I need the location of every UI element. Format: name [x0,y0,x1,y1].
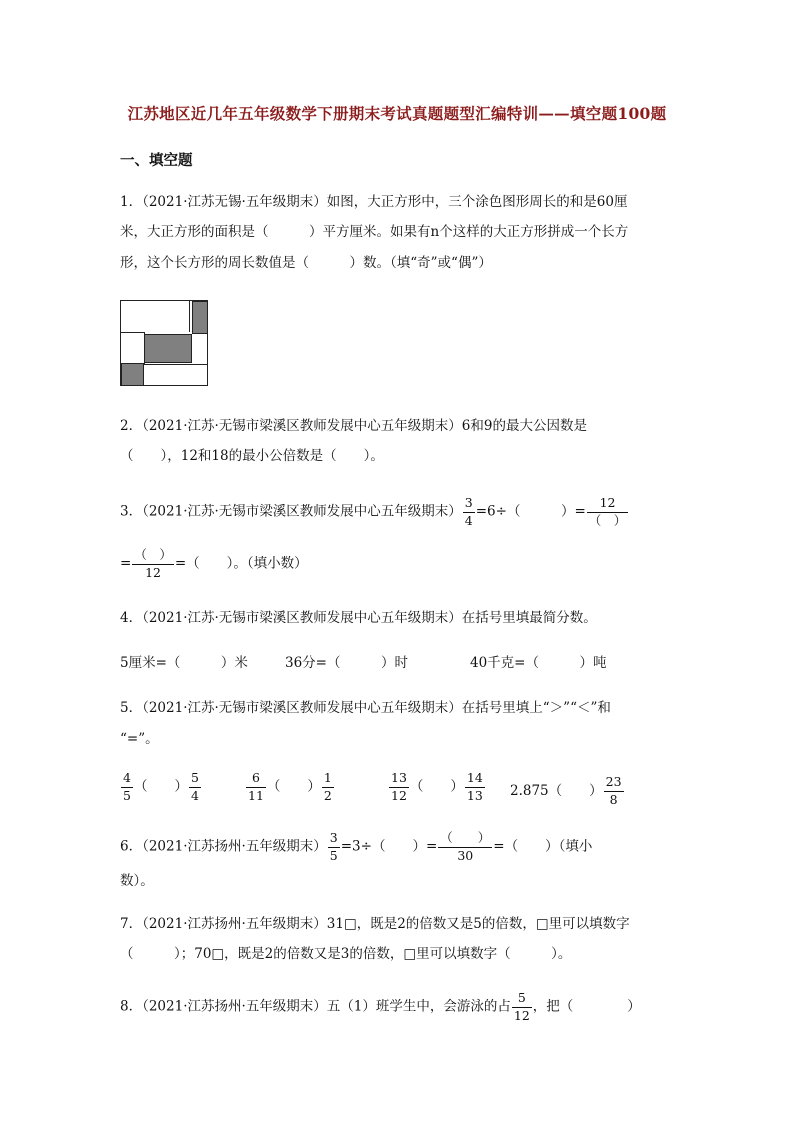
question-5-line-1: 5．（2021·江苏·无锡市梁溪区教师发展中心五年级期末）在括号里填上“＞”“＜”和 [120,700,611,716]
denominator: 12 [391,787,407,803]
denominator: 12 [145,564,162,580]
numerator: 23 [604,776,624,792]
shaded-small-square-bottom [121,363,144,386]
question-6-prefix: 6．（2021·江苏扬州·五年级期末） [120,838,327,855]
denominator: 8 [609,791,618,807]
denominator: 2 [323,787,332,803]
question-3-tail: =（ ）。（填小数） [174,555,308,572]
fraction [463,497,475,527]
denominator: 13 [466,787,483,803]
numerator: （ ） [132,549,174,565]
denominator: 4 [190,787,199,803]
numerator: 14 [465,772,485,788]
shaded-small-square-top [192,301,208,334]
comparison-blank: （ ） [409,778,464,795]
denominator: 5 [123,787,131,803]
question-1-line-3: 形，这个长方形的周长数值是（ ）数。（填“奇”或“偶”） [120,255,492,271]
denominator: 4 [464,512,473,528]
question-5-line-2: “=”。 [120,731,159,747]
fraction [189,772,201,802]
numerator: 6 [246,772,266,788]
fraction [512,992,532,1022]
comparison-blank: （ ） [266,778,321,795]
numerator: 3 [328,832,340,848]
fraction [121,772,133,802]
decimal-value: 2.875 [510,783,549,799]
denominator: 5 [329,847,338,863]
question-8-line-1 [120,992,641,1022]
numerator: （ ） [438,832,492,848]
numerator: 4 [121,772,133,788]
question-4-line-1: 4．（2021·江苏·无锡市梁溪区教师发展中心五年级期末）在括号里填最简分数。 [120,610,597,626]
fraction [604,776,624,806]
fraction [246,772,266,802]
numerator: 3 [463,497,475,513]
question-3-mid: =6÷（ ）= [475,503,586,520]
numerator: 5 [512,992,532,1008]
numerator: 13 [389,772,409,788]
question-8-prefix: 8．（2021·江苏扬州·五年级期末）五（1）班学生中，会游泳的占 [120,998,511,1015]
figure-vertical-line [189,301,190,332]
denominator: （ ） [588,512,627,528]
question-4-item-c: 40千克=（ ）吨 [470,655,607,671]
question-5-pair-3 [388,772,486,802]
section-heading: 一、填空题 [120,152,193,169]
square-figure [120,300,208,386]
question-6-mid: =3÷（ ）= [340,838,438,855]
figure-horizontal-line [144,364,207,365]
question-3-line-1 [120,497,629,527]
question-1-line-1: 1．（2021·江苏无锡·五年级期末）如图，大正方形中，三个涂色图形周长的和是60厘 [120,194,628,210]
question-8-tail: ，把（ ） [532,998,641,1015]
question-1-line-2: 米，大正方形的面积是（ ）平方厘米。如果有n个这样的大正方形拼成一个长方 [120,224,629,240]
document-title: 江苏地区近几年五年级数学下册期末考试真题题型汇编特训——填空题100题 [127,104,667,123]
equals: = [120,555,132,572]
figure-horizontal-line [121,332,144,333]
fraction [587,497,629,527]
question-5-pair-4 [510,776,625,806]
question-5-pair-2 [245,772,335,802]
question-5-pair-1 [120,772,202,802]
fraction [465,772,485,802]
question-2-line-2: （ ），12和18的最小公倍数是（ ）。 [120,448,384,464]
numerator: 1 [322,772,334,788]
denominator: 12 [513,1007,530,1023]
question-2-line-1: 2．（2021·江苏·无锡市梁溪区教师发展中心五年级期末）6和9的最大公因数是 [120,418,587,434]
fraction [438,832,492,862]
comparison-blank: （ ） [548,783,603,799]
question-6-line-1 [120,832,592,862]
shaded-rectangle-middle [144,334,192,363]
fraction [132,549,174,579]
question-4-item-b: 36分=（ ）时 [285,655,408,671]
question-7-line-1: 7．（2021·江苏扬州·五年级期末）31□，既是2的倍数又是5的倍数，□里可以填数字 [120,916,630,932]
denominator: 30 [457,847,474,863]
numerator: 12 [587,497,629,513]
question-4-item-a: 5厘米=（ ）米 [120,655,248,671]
denominator: 11 [248,787,264,803]
numerator: 5 [189,772,201,788]
fraction [389,772,409,802]
question-3-prefix: 3．（2021·江苏·无锡市梁溪区教师发展中心五年级期末） [120,503,462,520]
question-3-line-2 [120,549,308,579]
question-6-tail: =（ ）（填小 [493,838,593,855]
fraction [328,832,340,862]
fraction [322,772,334,802]
question-6-line-2: 数）。 [120,873,154,889]
question-7-line-2: （ ）；70□，既是2的倍数又是3的倍数，□里可以填数字（ ）。 [120,946,572,962]
comparison-blank: （ ） [133,778,188,795]
